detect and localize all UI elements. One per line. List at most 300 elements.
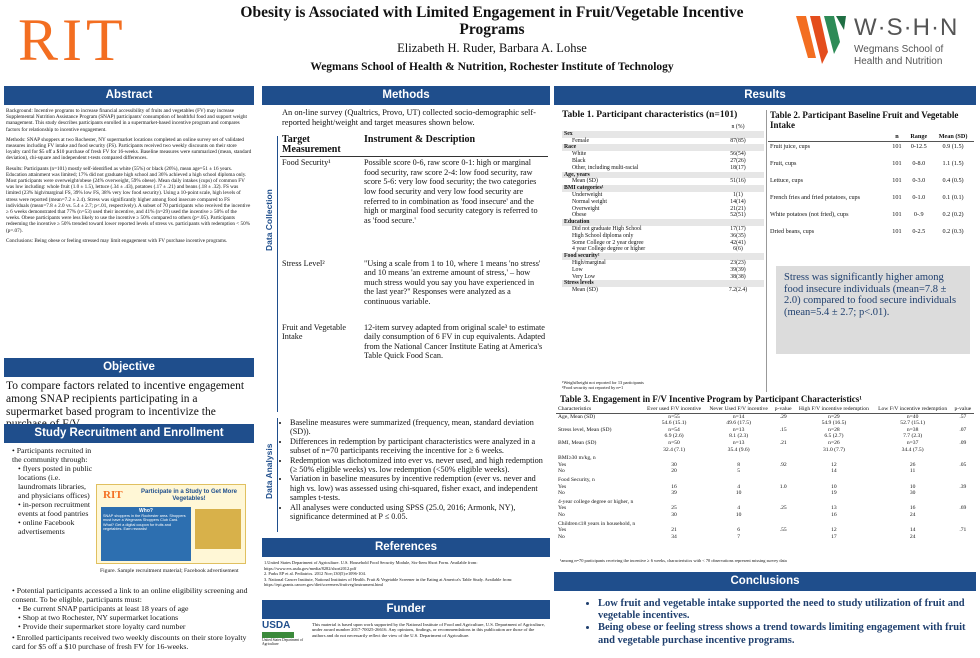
table-row (556, 512, 974, 519)
table3-cell (705, 497, 772, 506)
table-row (562, 158, 764, 165)
table3-cell (874, 519, 952, 528)
table1-label: Other, including multi-racial (572, 164, 639, 171)
table3-cell: Age, Mean (SD) (558, 413, 596, 420)
table3-cell: 6 (737, 527, 741, 534)
measure-desc: 12-item survey adapted from original scale³ to estimate daily consumption of 6 FV in cup equivalents. Adapted from the National Cancer Institute Eating at America's Table Quick Food Scan. (364, 322, 546, 361)
table3-col: p-value (772, 406, 794, 413)
table3-cell (772, 519, 794, 528)
table1-value: 18(17) (730, 164, 746, 171)
methods-intro: An on-line survey (Qualtrics, Provo, UT) collected socio-demographic self-reported height/weight and target measures shown below. (282, 108, 536, 127)
table3-cell: 21 (671, 527, 677, 534)
table3-cell: 10 (735, 511, 742, 518)
table3-cell (643, 453, 705, 462)
table-row (562, 219, 764, 226)
table3-cell (643, 497, 705, 506)
table1-value: 21(21) (730, 205, 746, 212)
table3 (556, 406, 974, 540)
table3-cell (952, 497, 974, 506)
table1-value: 7.2(2.4) (728, 287, 748, 294)
table3-cell: .57 (959, 413, 967, 420)
table3-cell: Yes (558, 527, 567, 534)
table1-label: Stress levels (562, 280, 712, 287)
table3-cell: 8 (737, 461, 741, 468)
abstract-background: Background: Incentive programs to increase financial accessibility of fruits and vegetables (FV) may increase Supplemental Nutrition Assistance Program (SNAP) participants' consumption of healthful food and support weight management. This study describes participants enrolled in a supermarket-based incentive program and compares factors for relationship to incentive engagement. (6, 108, 247, 133)
reference-item: 1.United States Department of Agriculture. U.S. Household Food Security Module, Six-Item Short Form. Available from: https://www.ers.usda.gov/media/8282/short2012.pdf (264, 560, 478, 571)
table-row (556, 519, 974, 528)
references-list (264, 560, 548, 588)
table-row (280, 317, 548, 362)
table1-label: BMI categories¹ (562, 185, 712, 192)
table2-cell: Lettuce, cups (770, 176, 803, 184)
table-row (556, 505, 974, 512)
table3-cell (772, 453, 794, 462)
table3-cell: 30 (671, 511, 677, 518)
table-row (562, 287, 764, 294)
flyer-vegetable-image (195, 509, 241, 549)
table-row (556, 440, 974, 453)
table3-col: p-value (952, 406, 974, 413)
table-row (562, 260, 764, 267)
table-row (562, 165, 764, 172)
measure-name: Stress Level² (282, 258, 325, 268)
table1-label: Female (572, 137, 590, 144)
table3-cell (772, 475, 794, 484)
table3-cell: 19 (831, 490, 837, 497)
table3-cell: 39 (671, 490, 677, 497)
table3-cell (952, 534, 974, 541)
table1-value: 39(39) (730, 266, 746, 273)
table1-note: ¹Weight/height not reported for 13 participants (562, 380, 644, 385)
table-row (768, 210, 974, 227)
table3-cell: 4 (737, 505, 741, 512)
table1-value: 17(17) (730, 225, 746, 232)
reference-item: 3. National Cancer Institute, National Institutes of Health. Fruit & Vegetable Screener in the Eating at America's Table Study. Available from: https://epi.grants.cancer.gov/diet/screeners/fruitveg/instrument.html (264, 576, 513, 588)
table3-cell (772, 512, 794, 519)
table2-cell: Dried beans, cups (770, 227, 815, 235)
table-row (562, 131, 764, 138)
table3-col: High F/V incentive redemption (794, 406, 873, 413)
methods-header: Methods (262, 86, 550, 105)
list-item: • Participants recruited in the community through: (12, 446, 92, 464)
table3-cell: n=54 6.9 (2.6) (664, 426, 684, 440)
table1-label: Food security² (562, 253, 712, 260)
table1-value: 52(51) (730, 212, 746, 219)
table-row (768, 227, 974, 244)
table2-cell: 101 (892, 227, 902, 235)
table3-cell (952, 475, 974, 484)
table3-cell (705, 519, 772, 528)
objective-header: Objective (4, 358, 254, 377)
usda-logo (262, 620, 306, 646)
table2-cell: 101 (892, 143, 902, 150)
table2 (768, 132, 974, 244)
table3-cell (874, 453, 952, 462)
table3-cell: 24 (909, 533, 916, 540)
flyer-text: SNAP shoppers in the Rochester area. Shoppers must have a Wegmans Shoppers Club Card. What? Get a digital coupon for fruits and vegetables. Earn rewards! (103, 513, 186, 532)
table3-cell (952, 519, 974, 528)
conclusions-header: Conclusions (554, 572, 976, 591)
table3-cell: 26 (909, 461, 916, 468)
table3-note: ¹among n=70 participants receiving the incentive ≥ 6 weeks, characteristics with < 70 observations represent missing survey data (560, 558, 787, 563)
table3-cell: 10 (909, 483, 916, 490)
table2-cell: 0-2.5 (912, 227, 926, 235)
table1-label: High/marginal (572, 259, 606, 266)
table1-value: 42(41) (730, 239, 746, 246)
table2-cell: 0-.9 (913, 210, 924, 218)
table2-cell: French fries and fried potatoes, cups (770, 193, 861, 201)
table1-label: Did not graduate High School (572, 225, 642, 232)
methods-table (280, 134, 548, 362)
table3-header (556, 406, 974, 413)
table3-cell: n=14 49.6 (17.5) (726, 413, 751, 427)
table3-col: Ever used F/V incentive (643, 406, 705, 413)
flyer-caption: Figure. Sample recruitment material; Facebook advertisement (100, 568, 239, 574)
table3-cell: Stress level, Mean (SD) (558, 426, 612, 433)
table3-cell: 10 (735, 490, 742, 497)
table1-notes (562, 380, 762, 390)
table1-label: Low (572, 266, 583, 273)
table3-cell: BMI≥30 m/kg, n (558, 455, 596, 462)
table1-note: ²Food security not reported by n=1 (562, 385, 624, 390)
table-row (562, 233, 764, 240)
recruitment-list-1 (4, 446, 96, 536)
table3-col: Characteristics (556, 406, 643, 413)
list-item: • in-person recruitment events at food pantries (18, 500, 91, 518)
data-collection-line (277, 136, 278, 412)
table3-cell: 25 (671, 505, 677, 512)
table1-value (712, 219, 764, 226)
table1-value (712, 131, 764, 138)
funder-text: This material is based upon work supported by the National Institute of Food and Agriculture, U.S. Department of Agriculture, under award number 2017-70025-26616. Any opinions, findings, or recommendations in this publication are those of the authors and do not necessarily reflect the view of the U.S. Department of Agriculture. (312, 622, 545, 638)
table3-cell (794, 519, 873, 528)
table1-value: 38(38) (730, 273, 746, 280)
table3-body (556, 413, 974, 540)
list-item: • Baseline measures were summarized (frequency, mean, standard deviation (SD)). (290, 418, 550, 437)
table-row (562, 253, 764, 260)
table-row (556, 484, 974, 491)
methods-col-measure: Target Measurement (280, 134, 362, 157)
table3-cell: No (558, 468, 565, 475)
table3-cell: .71 (959, 527, 967, 534)
table3-cell: .05 (959, 461, 967, 468)
table3-cell: No (558, 490, 565, 497)
table3-cell: Yes (558, 505, 567, 512)
measure-desc: "Using a scale from 1 to 10, where 1 means 'no stress' and 10 means 'an extreme amount of stress,' – how much stress would you say you have experienced in the last year?" Responses were analyzed as a continuous variable. (364, 258, 541, 307)
abstract-methods: Methods: SNAP shoppers at two Rochester, NY supermarket locations completed an online survey set of validated measures including FV intake and food security (FS). Participants received two weekly discounts on their store loyalty card for $5 off a $10 purchase of fresh FV for 16-weeks. Baseline measures were summarized (mean, standard deviation), chi-square and independent t-tests compared differences. (6, 136, 252, 162)
list-item: • Enrolled participants received two weekly discounts on their store loyalty card for $5 off a $10 purchase of fresh FV for 16-weeks. (12, 633, 247, 651)
list-item: • Provide their supermarket store loyalty card number (18, 622, 186, 631)
table2-cell: 101 (892, 176, 902, 184)
stress-finding-callout: Stress was significantly higher among food insecure individuals (mean=7.8 ± 2.0) compared to food secure individuals (mean=5.4 ± 2.7; p<.01). (776, 266, 970, 354)
table3-cell (952, 490, 974, 497)
wshn-logo-icon (796, 12, 846, 68)
table3-cell: .69 (959, 505, 967, 512)
table3-cell: n=29 54.9 (16.5) (821, 413, 847, 427)
table3-caption: Table 3. Engagement in F/V Incentive Program by Participant Characteristics¹ (560, 394, 863, 404)
table1-value: 51(16) (730, 178, 746, 185)
table3-cell (643, 475, 705, 484)
table2-cell: 101 (892, 193, 902, 201)
table3-cell: 14 (831, 468, 837, 475)
table1-caption: Table 1. Participant characteristics (n=101) (562, 110, 738, 120)
table3-cell (794, 475, 873, 484)
methods-table-header (280, 134, 548, 157)
table3-cell (705, 453, 772, 462)
wshn-logo (796, 12, 976, 72)
table-row (768, 176, 974, 193)
table3-cell (874, 497, 952, 506)
usda-logo-sub: United States Department of Agriculture (262, 638, 304, 646)
measure-name: Fruit and Vegetable Intake (282, 322, 346, 342)
table1-label: Overweight (572, 205, 600, 212)
table3-cell: Yes (558, 483, 567, 490)
flyer-who: Who? (139, 508, 153, 514)
table-row (556, 413, 974, 427)
wshn-logo-subtitle (854, 44, 943, 68)
table-row (562, 246, 764, 253)
list-item: • Redemption was dichotomized into ever vs. never used, and high redemption (≥ 50% eligible weeks) vs. low redemption (<50% eligible weeks). (290, 456, 550, 475)
table3-cell: .92 (779, 461, 787, 468)
results-header: Results (554, 86, 976, 105)
table3-cell: n=26 31.0 (7.7) (822, 439, 845, 453)
table-row (556, 453, 974, 462)
table1-body (562, 131, 764, 294)
table2-header (768, 132, 974, 142)
list-item: • Low fruit and vegetable intake supported the need to study utilization of fruit and vegetable incentives. (598, 598, 968, 622)
table2-body (768, 142, 974, 244)
wshn-sub-line2: Health and Nutrition (854, 56, 943, 67)
table1 (562, 124, 764, 294)
table3-cell (952, 512, 974, 519)
table3-cell: 16 (831, 511, 837, 518)
table-row (768, 193, 974, 210)
table-row (556, 475, 974, 484)
table-row (562, 178, 764, 185)
table-row (562, 274, 764, 281)
table2-cell: 0-8.0 (912, 159, 926, 167)
table3-cell: .25 (779, 505, 787, 512)
abstract-results: Results: Participants (n=101) mostly self-identified as white (55%) or black (26%), mean age=51 ± 16 years. Education attainment was limited; 17% did not graduate high school and 36% achieved a high school diploma only. Most participants were overweight/obese (24% overweight, 59% obese). Mean daily intakes (cups) of common FV was low including: whole fruit (1.0 ± 1.5), lettuce (.34 ± .43), potatoes (.17 ± .21) and beans (.18 ± .32). FS was limited (23% high/marginal FS, 39% low FS, 38% very low food security). Using a 10-point scale, high levels of stress were reported (mean=7.2 ± 2.4). Stress was significantly higher among food insecure compared to FS individuals (mean=7.8 ± 2.0 vs. 5.4 ± 2.7; p<.01, respectively). A subset of 70 participants who received the incentive ≥ 6 weeks demonstrated that 77% (n=53) used their incentive, and 41% (n=29) used the incentive ≥ 50% of the weeks. Obese participants were less likely to use the incentive ≥ 50% compared to others (p=.05). Participants redeeming the incentive ≥ 50% trended toward lower reported levels of stress vs. participants with redemption < 50% (p=.07). (6, 165, 251, 234)
table3-cell: 1.0 (779, 483, 787, 490)
table1-label: White (572, 151, 587, 158)
table3-cell: No (558, 511, 565, 518)
conclusions-list (588, 598, 968, 647)
table2-cell: White potatoes (not fried), cups (770, 210, 849, 218)
table3-cell (794, 497, 873, 506)
table3-cell: Food Security, n (558, 476, 595, 483)
table-row (556, 490, 974, 497)
table3-cell: n=13 8.1 (2.3) (729, 426, 749, 440)
analysis-list (282, 418, 550, 521)
objective-text: To compare factors related to incentive engagement among SNAP recipients participating in a supermarket based program to incentivize the (6, 380, 245, 418)
table2-cell: Fruit juice, cups (770, 143, 811, 150)
table3-cell: n=55 54.6 (15.1) (661, 413, 687, 427)
table1-value: 14(14) (730, 198, 746, 205)
table1-value: 23(23) (730, 259, 746, 266)
table1-value: 36(35) (730, 232, 746, 239)
table1-value: 27(26) (730, 157, 746, 164)
table-row (562, 267, 764, 274)
table3-cell (705, 475, 772, 484)
table1-label: Black (572, 157, 586, 164)
data-analysis-tab: Data Analysis (264, 443, 274, 499)
table1-label: 4 year College degree or higher (572, 246, 646, 253)
table3-cell (874, 475, 952, 484)
table2-col: Mean (SD) (932, 132, 974, 142)
methods-col-instrument: Instrument & Description (362, 134, 548, 157)
table2-cell: 0.2 (0.2) (942, 210, 964, 218)
recruitment-flyer (96, 484, 246, 564)
table3-cell: 30 (671, 461, 677, 468)
table3-cell (772, 534, 794, 541)
table-row (562, 212, 764, 219)
poster-authors: Elizabeth H. Ruder, Barbara A. Lohse (397, 41, 587, 55)
table-row (562, 199, 764, 206)
table-row (768, 142, 974, 159)
table3-cell: 12 (831, 527, 837, 534)
table1-label: Obese (572, 212, 587, 219)
table2-cell: 0-3.0 (912, 176, 926, 184)
table2-cell: 0-1.0 (912, 193, 926, 201)
table3-cell: 13 (831, 505, 837, 512)
table3-cell (772, 490, 794, 497)
table-row (280, 253, 548, 317)
flyer-title: Participate in a Study to Get More Vegetables! (140, 489, 238, 502)
table1-label: Mean (SD) (572, 287, 598, 294)
table2-col: Range (905, 132, 932, 142)
table2-cell: 0.9 (1.5) (942, 143, 964, 150)
table3-cell: 10 (831, 483, 837, 490)
table1-col-n: n (%) (731, 124, 745, 130)
list-item: • All analyses were conducted using SPSS (25.0, 2016; Armonk, NY), significance determined at P ≤ 0.05. (290, 503, 550, 522)
table3-cell: .39 (959, 483, 967, 490)
table2-cell: 0.4 (0.5) (942, 176, 964, 184)
table2-cell: 0.2 (0.3) (942, 227, 964, 235)
flyer-body (101, 507, 191, 561)
table1-label: Sex (562, 131, 712, 138)
table1-label: Underweight (572, 191, 603, 198)
title-block (232, 4, 752, 73)
table3-cell: No (558, 533, 565, 540)
measure-name: Food Security¹ (282, 158, 331, 168)
table-row (556, 427, 974, 440)
funder-header: Funder (262, 600, 550, 619)
table3-cell: .55 (779, 527, 787, 534)
poster-affiliation: Wegmans School of Health & Nutrition, Rochester Institute of Technology (310, 61, 674, 73)
table2-cell: 101 (892, 210, 902, 218)
table3-cell: n=38 7.7 (2.3) (903, 426, 923, 440)
table3-cell: 30 (909, 490, 916, 497)
table1-label: Education (562, 219, 712, 226)
poster-title: Obesity is Associated with Limited Engagement in Fruit/Vegetable Incentive Programs (240, 4, 744, 38)
table-row (562, 151, 764, 158)
table2-caption: Table 2. Participant Baseline Fruit and Vegetable Intake (770, 110, 959, 130)
table-row (562, 226, 764, 233)
rit-logo: RIT (18, 7, 127, 73)
table1-value: 6(6) (733, 246, 743, 253)
list-item: • flyers posted in public locations (i.e. laundromats libraries, and physicians offices) (18, 464, 93, 500)
table3-cell: .15 (779, 426, 787, 433)
table1-label: Mean (SD) (572, 178, 598, 185)
table-row (562, 185, 764, 192)
abstract-header: Abstract (4, 86, 254, 105)
references-header: References (262, 538, 550, 557)
table1-label: High School diploma only (572, 232, 634, 239)
table-row (280, 157, 548, 253)
table3-cell: 17 (831, 533, 837, 540)
abstract-body (6, 108, 252, 248)
table3-cell (772, 497, 794, 506)
table3-cell: Children≤18 years in household, n (558, 520, 636, 527)
table1-value: 87(85) (730, 137, 746, 144)
table3-cell: n=13 35.4 (9.6) (727, 439, 750, 453)
table3-cell: 4-year college degree or higher, n (558, 498, 634, 505)
table3-cell: Yes (558, 461, 567, 468)
list-item: • Differences in redemption by participant characteristics were analyzed in a subset of n=70 participants receiving the incentive for ≥ 6 weeks. (290, 437, 550, 456)
table3-cell (952, 453, 974, 462)
table2-cell: 101 (892, 159, 902, 167)
table3-cell: 5 (737, 468, 741, 475)
table3-cell (772, 468, 794, 475)
table3-cell: 20 (671, 468, 677, 475)
table1-value (712, 185, 764, 192)
table3-cell: .21 (779, 439, 787, 446)
table1-value: 1(1) (733, 191, 743, 198)
table-row (768, 159, 974, 176)
reference-item: 2. Parks EP et al. Pediatrics. 2012 Nov;130(5):e1096-104. (264, 571, 366, 577)
table3-cell: 34 (671, 533, 677, 540)
list-item: • Be current SNAP participants at least 18 years of age (18, 604, 189, 613)
table-row (556, 534, 974, 541)
table3-cell: 16 (909, 505, 916, 512)
wshn-logo-text: W·S·H·N (854, 14, 959, 41)
data-collection-tab: Data Collection (264, 189, 274, 251)
table2-col: n (888, 132, 905, 142)
table3-cell: 7 (737, 533, 741, 540)
table2-cell: Fruit, cups (770, 159, 797, 167)
table3-cell: 14 (909, 527, 916, 534)
recruitment-list-2 (4, 586, 256, 651)
list-item: • Potential participants accessed a link to an online eligibility screening and consent. To be eligible, participants must: (12, 586, 248, 604)
table1-label: Some College or 2 year degree (572, 239, 644, 246)
table3-cell: n=37 34.4 (7.5) (901, 439, 924, 453)
table-row (562, 192, 764, 199)
flyer-rit-logo: RIT (103, 489, 123, 501)
table1-label: Very Low (572, 273, 596, 280)
table3-cell: n=50 32.4 (7.1) (663, 439, 685, 453)
table-row (556, 527, 974, 534)
wshn-sub-line1: Wegmans School of (854, 44, 944, 55)
poster-header (0, 0, 980, 84)
table3-cell: n=40 52.7 (15.1) (900, 413, 925, 427)
results-divider (766, 110, 767, 392)
table3-cell: 16 (671, 483, 677, 490)
table2-col (768, 132, 888, 142)
table3-cell (952, 468, 974, 475)
table3-cell: 12 (831, 461, 837, 468)
measure-desc: Possible score 0-6, raw score 0-1: high or marginal food security, raw score 2-4: low food security, raw score 5-6: very low food security; the two categories low food security and very low food security are referred to in combination as 'food insecure' and the high or marginal food security category is referred to as 'food secure.' (364, 158, 538, 225)
table-row (562, 138, 764, 145)
table3-col: Never Used F/V incentive (705, 406, 772, 413)
table3-cell: 24 (909, 511, 916, 518)
abstract-conclusions: Conclusions: Being obese or feeling stressed may limit engagement with FV purchase incentive programs. (6, 237, 228, 244)
table2-cell: 0-12.5 (910, 143, 927, 150)
table3-cell (643, 519, 705, 528)
usda-logo-text: USDA (262, 620, 291, 631)
table-row (556, 497, 974, 506)
table2-cell: 1.1 (1.5) (942, 159, 964, 167)
